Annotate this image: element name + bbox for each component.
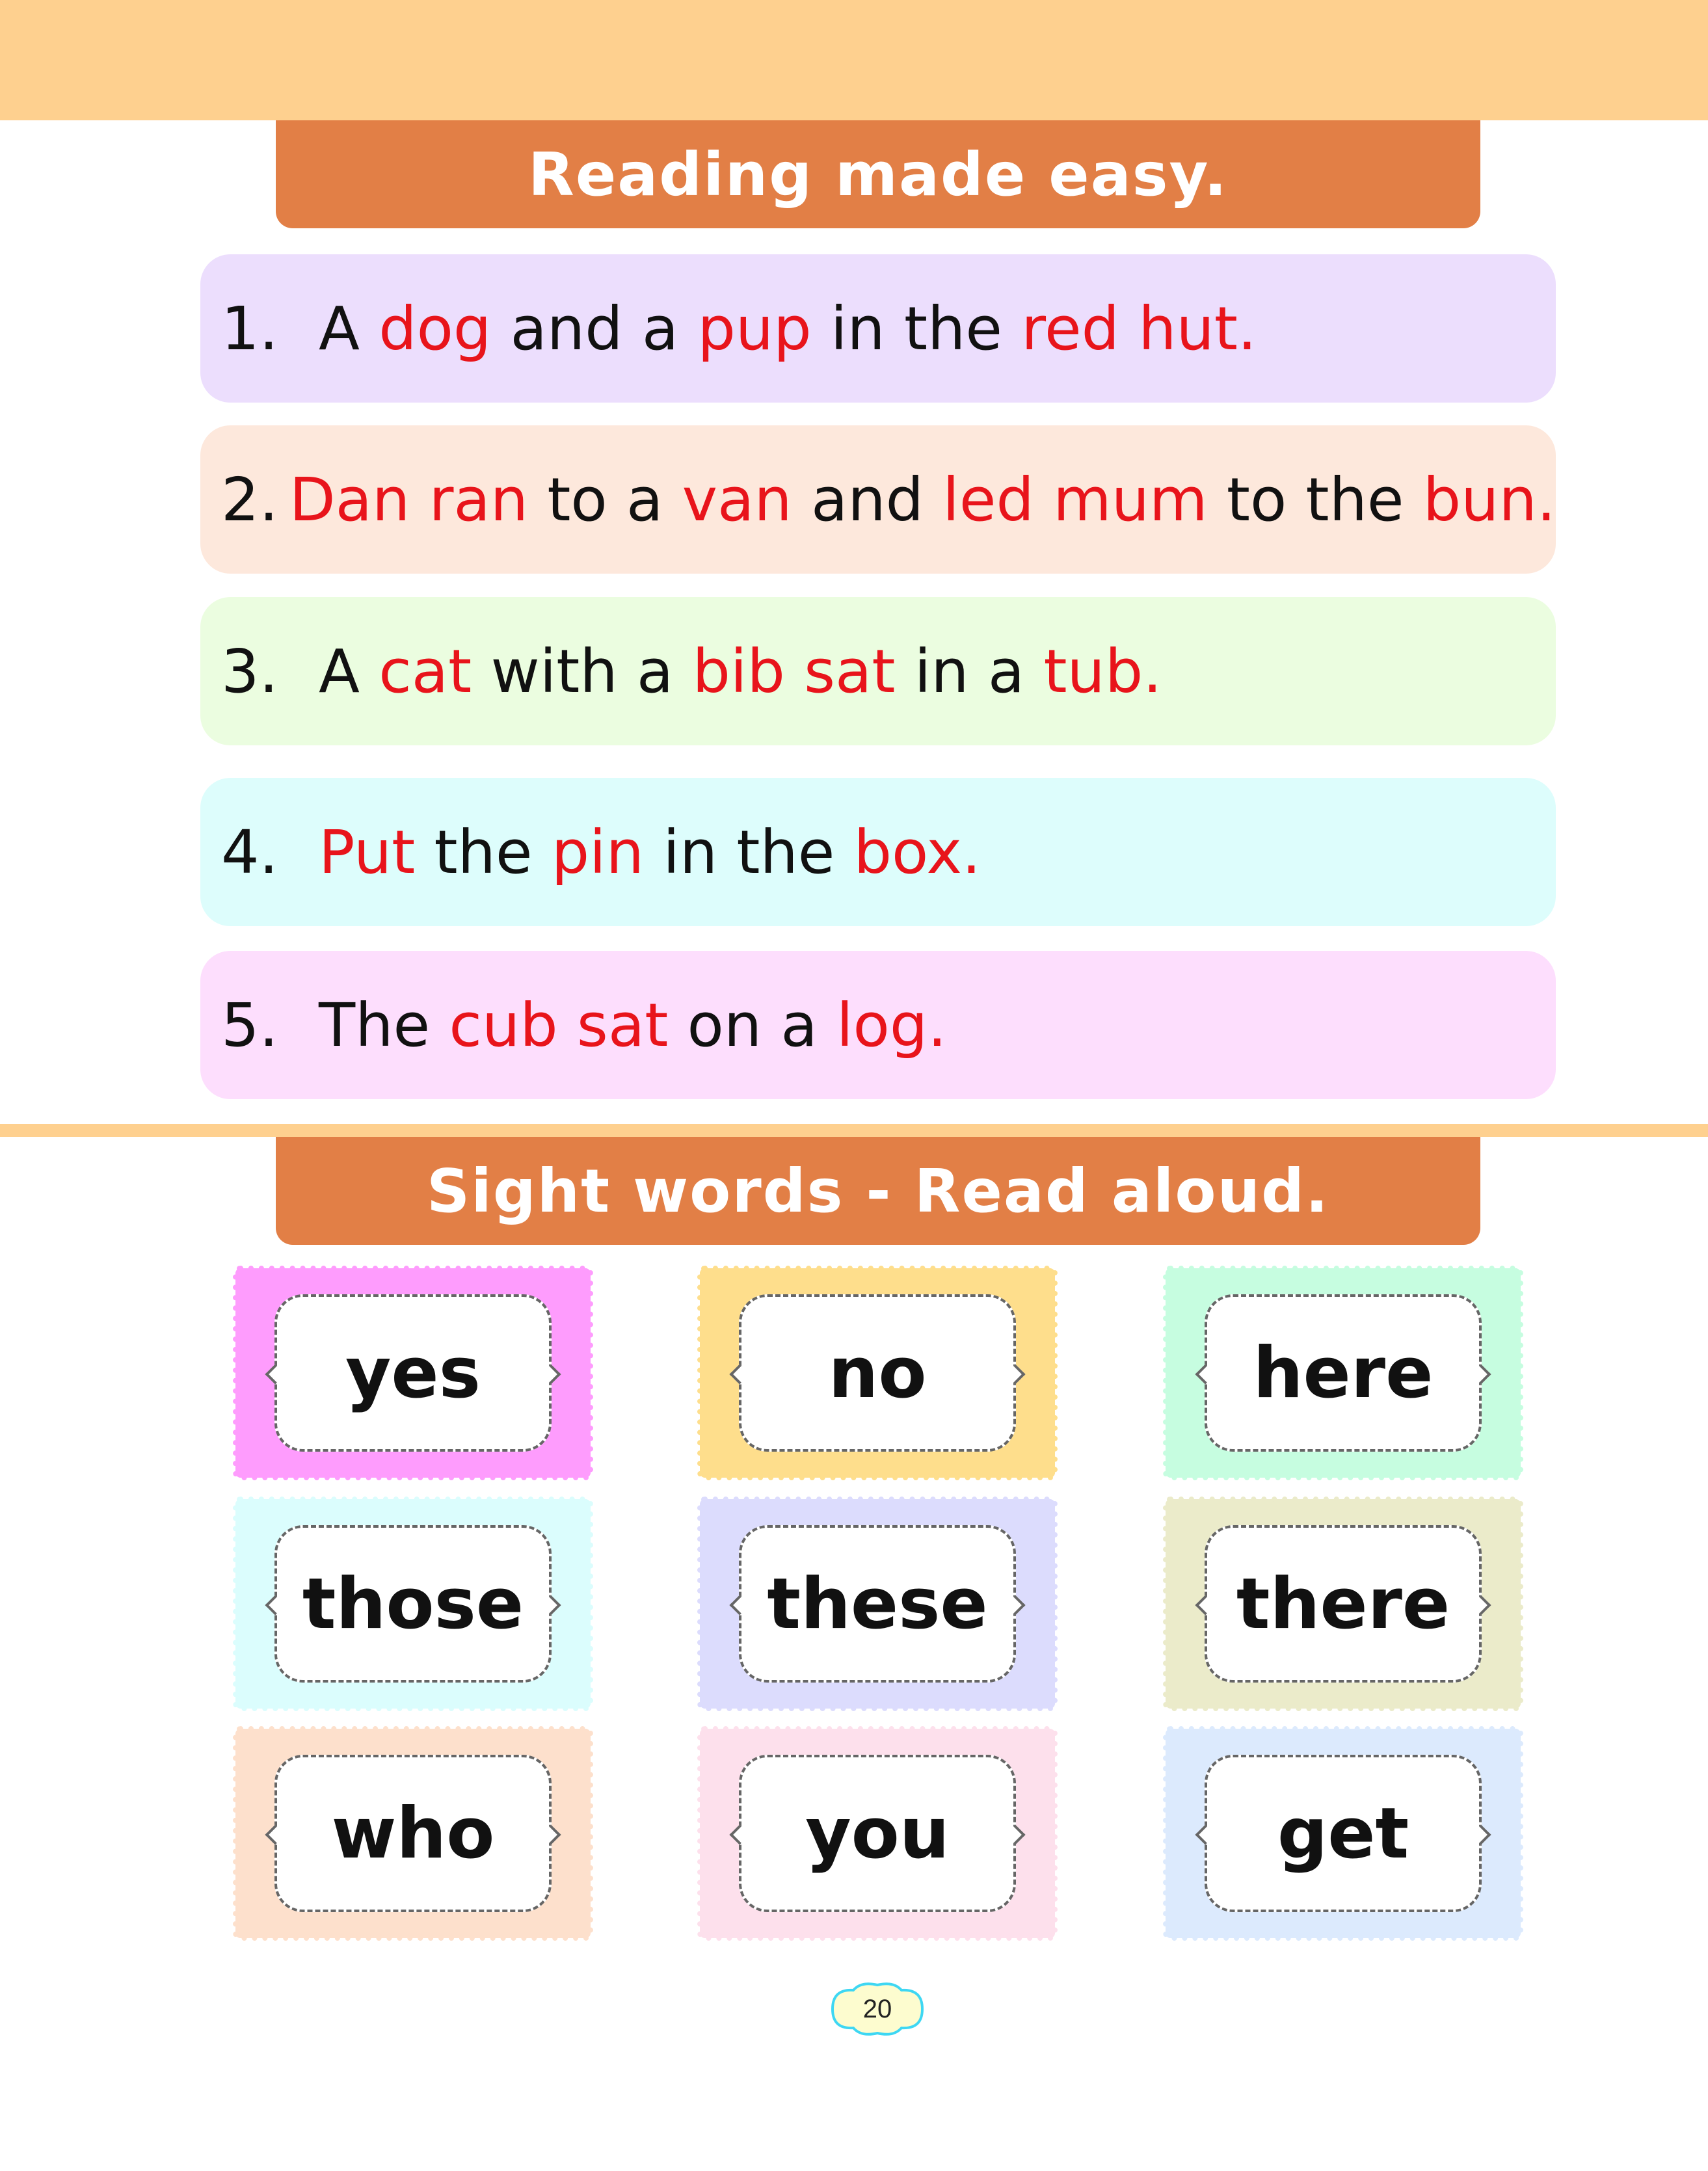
page-number: 20 [862,1994,892,2023]
top-band [0,0,1708,120]
sight-word-card [1166,1729,1521,1938]
page-number-badge [827,1978,927,2040]
frame-notch-right [1005,1824,1025,1845]
sight-word-card [700,1268,1055,1478]
frame-notch-left [1195,1595,1215,1615]
sight-word: there [1236,1563,1450,1645]
highlighted-word: dog [379,293,492,364]
frame-notch-left [1195,1824,1215,1845]
frame-notch-right [1471,1595,1491,1615]
card-label-frame [739,1294,1016,1452]
sentence-number: 1. [221,293,278,364]
highlighted-word: pup [697,293,812,364]
sight-word-card [235,1499,591,1709]
sight-word: these [767,1563,988,1645]
frame-notch-left [729,1595,749,1615]
frame-notch-right [1471,1824,1491,1845]
sentence-number: 4. [221,817,278,887]
sentence-text: the [415,817,552,887]
frame-notch-left [265,1364,285,1384]
frame-notch-right [540,1364,561,1384]
sight-word: get [1277,1792,1409,1874]
sentence-text: on a [668,990,836,1060]
frame-notch-right [1005,1364,1025,1384]
sentence-number: 3. [221,636,278,706]
sight-word-card [235,1268,591,1478]
highlighted-word: red hut. [1021,293,1257,364]
frame-notch-right [540,1824,561,1845]
frame-notch-left [265,1595,285,1615]
frame-notch-left [1195,1364,1215,1384]
card-label-frame [1205,1755,1482,1912]
frame-notch-left [729,1364,749,1384]
sentence-1 [200,254,1556,403]
highlighted-word: pin [551,817,645,887]
card-label-frame [739,1755,1016,1912]
sentence-5 [200,951,1556,1099]
highlighted-word: Dan ran [289,464,529,535]
sentence-text: to the [1207,464,1423,535]
sight-word-card [1166,1268,1521,1478]
card-label-frame [274,1755,552,1912]
sentence-text: A [319,293,379,364]
sight-word: no [828,1332,927,1414]
sentence-text: in the [811,293,1022,364]
sentence-4 [200,778,1556,926]
sight-word-card [700,1729,1055,1938]
highlighted-word: Put [319,817,416,887]
card-label-frame [739,1525,1016,1683]
section-divider [0,1124,1708,1137]
sentence-text: and [792,464,943,535]
frame-notch-left [265,1824,285,1845]
sentence-number: 5. [221,990,278,1060]
frame-notch-right [540,1595,561,1615]
sight-word-card [235,1729,591,1938]
highlighted-word: van [682,464,792,535]
sight-word-card [700,1499,1055,1709]
sight-word: you [805,1792,950,1874]
reading-header: Reading made easy. [276,120,1480,228]
frame-notch-right [1471,1364,1491,1384]
frame-notch-right [1005,1595,1025,1615]
highlighted-word: tub. [1043,636,1162,706]
sentence-text: with a [472,636,693,706]
card-label-frame [1205,1294,1482,1452]
highlighted-word: box. [853,817,981,887]
card-label-frame [274,1294,552,1452]
sight-word-card [1166,1499,1521,1709]
sight-words-header: Sight words - Read aloud. [276,1137,1480,1245]
highlighted-word: log. [836,990,947,1060]
sight-word: yes [345,1332,481,1414]
sentence-text: to a [528,464,682,535]
sentence-2 [200,425,1556,574]
sentence-text: The [319,990,449,1060]
highlighted-word: cub sat [449,990,669,1060]
sight-word: who [331,1792,495,1874]
sight-word: here [1253,1332,1434,1414]
highlighted-word: bun. [1422,464,1556,535]
sentence-text: and a [491,293,698,364]
highlighted-word: led mum [942,464,1208,535]
highlighted-word: cat [379,636,472,706]
card-label-frame [274,1525,552,1683]
sentence-text: A [319,636,379,706]
sentence-text: in a [895,636,1044,706]
sentence-text: in the [644,817,854,887]
sentence-3 [200,597,1556,745]
frame-notch-left [729,1824,749,1845]
card-label-frame [1205,1525,1482,1683]
sentence-number: 2. [221,464,278,535]
sight-word: those [302,1563,524,1645]
highlighted-word: bib sat [692,636,896,706]
